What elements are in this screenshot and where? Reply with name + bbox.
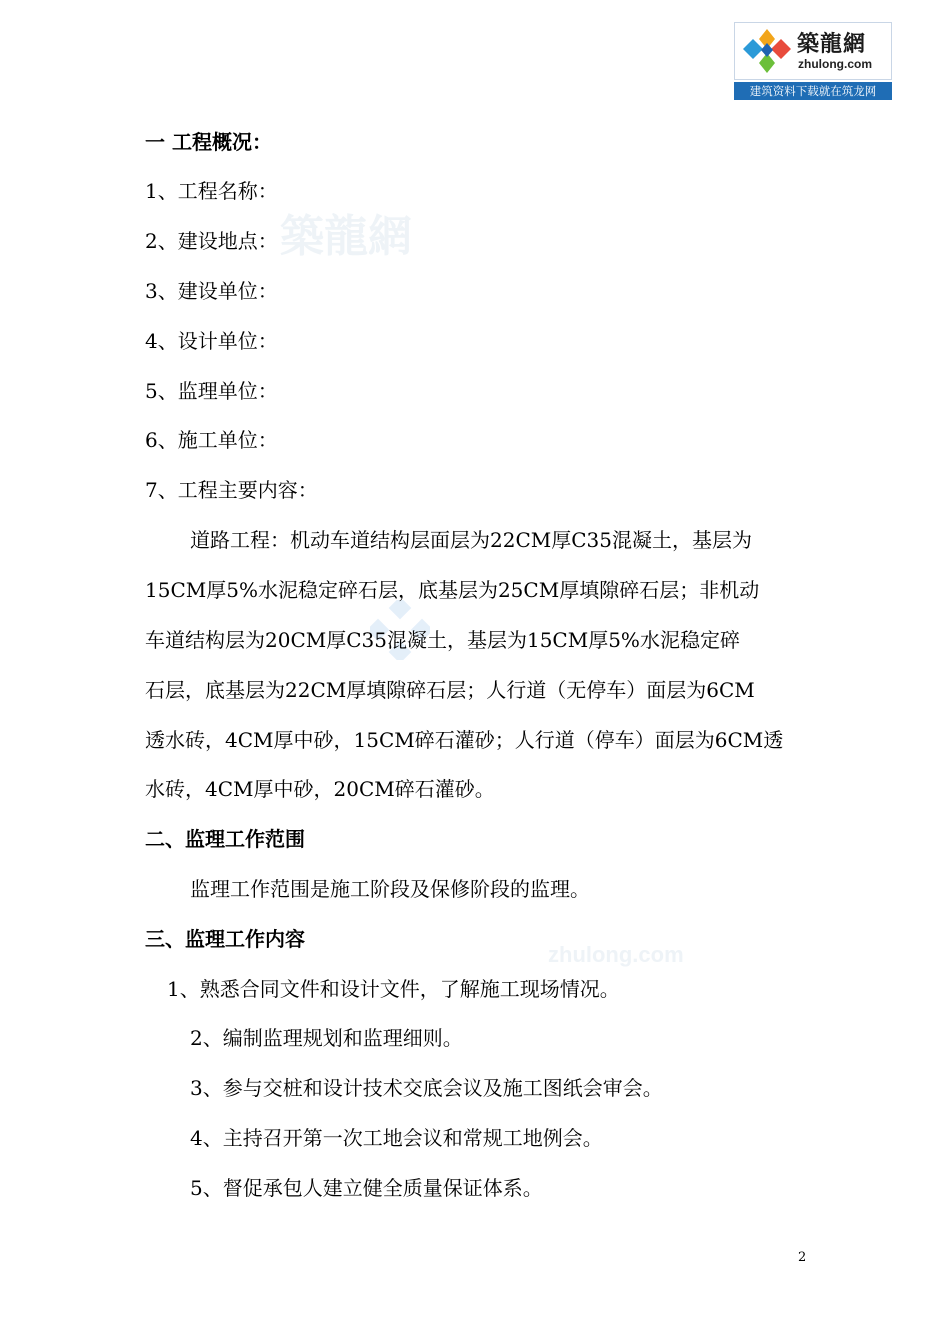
section-1-item: 1、工程名称： xyxy=(145,179,278,203)
content-paragraph-line: 15CM厚5%水泥稳定碎石层，底基层为25CM厚填隙碎石层；非机动 xyxy=(145,578,760,602)
section-1-title: 一 工程概况： xyxy=(145,130,272,154)
page-number: 2 xyxy=(798,1250,807,1265)
section-1-item: 6、施工单位： xyxy=(145,428,278,452)
content-paragraph-line: 车道结构层为20CM厚C35混凝土，基层为15CM厚5%水泥稳定碎 xyxy=(145,628,740,652)
section-3-item: 5、督促承包人建立健全质量保证体系。 xyxy=(190,1176,543,1200)
section-3-item: 3、参与交桩和设计技术交底会议及施工图纸会审会。 xyxy=(190,1076,663,1100)
section-2-text: 监理工作范围是施工阶段及保修阶段的监理。 xyxy=(190,877,590,901)
section-1-item: 2、建设地点： xyxy=(145,229,278,253)
section-3-title: 三、监理工作内容 xyxy=(145,927,305,951)
logo-box xyxy=(734,22,892,80)
section-1-item: 3、建设单位： xyxy=(145,279,278,303)
section-3-item: 4、主持召开第一次工地会议和常规工地例会。 xyxy=(190,1126,603,1150)
section-1-item: 5、监理单位： xyxy=(145,379,278,403)
section-3-item: 1、熟悉合同文件和设计文件，了解施工现场情况。 xyxy=(167,977,620,1001)
zhulong-logo xyxy=(734,22,892,100)
section-1-item: 7、工程主要内容： xyxy=(145,478,318,502)
section-2-title: 二、监理工作范围 xyxy=(145,827,305,851)
content-paragraph-line: 透水砖，4CM厚中砂，15CM碎石灌砂；人行道（停车）面层为6CM透 xyxy=(145,728,784,752)
logo-name: 築龍網 xyxy=(797,32,867,57)
section-1-item: 4、设计单位： xyxy=(145,329,278,353)
logo-domain: zhulong.com xyxy=(798,57,872,71)
content-paragraph-line: 道路工程：机动车道结构层面层为22CM厚C35混凝土，基层为 xyxy=(190,528,752,552)
content-paragraph-line: 石层，底基层为22CM厚填隙碎石层；人行道（无停车）面层为6CM xyxy=(145,678,755,702)
content-paragraph-line: 水砖，4CM厚中砂，20CM碎石灌砂。 xyxy=(145,777,495,801)
watermark-logo-text: 築龍網 xyxy=(280,211,412,262)
logo-slogan: 建筑资料下载就在筑龙网 xyxy=(734,82,892,100)
section-3-item: 2、编制监理规划和监理细则。 xyxy=(190,1026,463,1050)
logo-diamond-icon xyxy=(741,27,793,77)
watermark-domain: zhulong.com xyxy=(548,942,684,967)
